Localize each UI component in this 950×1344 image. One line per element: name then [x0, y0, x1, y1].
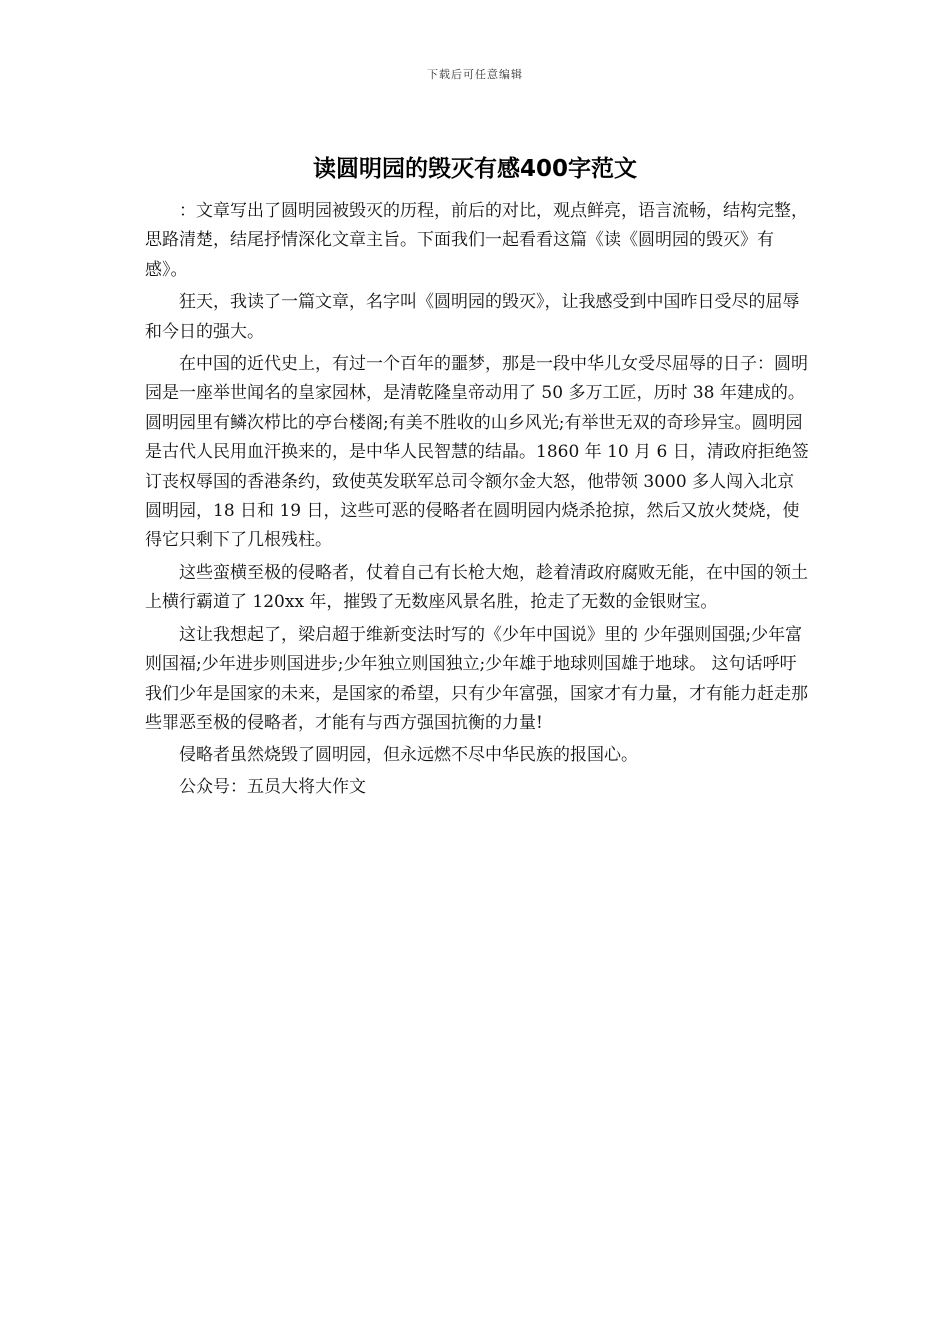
- paragraph-5: 这让我想起了，梁启超于维新变法时写的《少年中国说》里的 少年强则国强;少年富则国福;少年进步则国进步;少年独立则国独立;少年雄于地球则国雄于地球。 这句话呼吁我们少年是国家的未来，是国家的希望，只有少年富强，国家才有力量，才有能力赶走那些罪恶至极的侵略者，才能有与西方强国抗衡的力量!: [145, 624, 808, 733]
- paragraph-intro: ：文章写出了圆明园被毁灭的历程，前后的对比，观点鲜亮，语言流畅，结构完整，思路清楚，结尾抒情深化文章主旨。下面我们一起看看这篇《读《圆明园的毁灭》有感》。: [145, 201, 808, 280]
- document-title: 读圆明园的毁灭有感400字范文: [312, 156, 637, 182]
- paragraph-2: 狂天，我读了一篇文章，名字叫《圆明园的毁灭》，让我感受到中国昨日受尽的屈辱和今日的强大。: [145, 292, 800, 342]
- document-body: [145, 197, 810, 804]
- paragraph-3: 在中国的近代史上，有过一个百年的噩梦，那是一段中华儿女受尽屈辱的日子：圆明园是一座举世闻名的皇家园林，是清乾隆皇帝动用了 50 多万工匠，历时 38 年建成的。圆明园里有鳞次栉比的亭台楼阁;有美不胜收的山乡风光;有举世无双的奇珍异宝。圆明园是古代人民用血汗换来的，是中华人民智慧的结晶。1860 年 10 月 6 日，清政府拒绝签订丧权辱国的香港条约，致使英发联军总司令额尔金大怒，他带领 3000 多人闯入北京圆明园，18 日和 19 日，这些可恶的侵略者在圆明园内烧杀抢掠，然后又放火焚烧，使得它只剩下了几根残柱。: [145, 354, 809, 551]
- paragraph-4: 这些蛮横至极的侵略者，仗着自己有长枪大炮，趁着清政府腐败无能，在中国的领土上横行霸道了 120xx 年，摧毁了无数座风景名胜，抢走了无数的金银财宝。: [145, 562, 808, 613]
- paragraph-footer-account: 公众号：五员大将大作文: [179, 776, 366, 797]
- header-note: 下载后可任意编辑: [427, 68, 523, 81]
- paragraph-6: 侵略者虽然烧毁了圆明园，但永远燃不尽中华民族的报国心。: [179, 745, 638, 766]
